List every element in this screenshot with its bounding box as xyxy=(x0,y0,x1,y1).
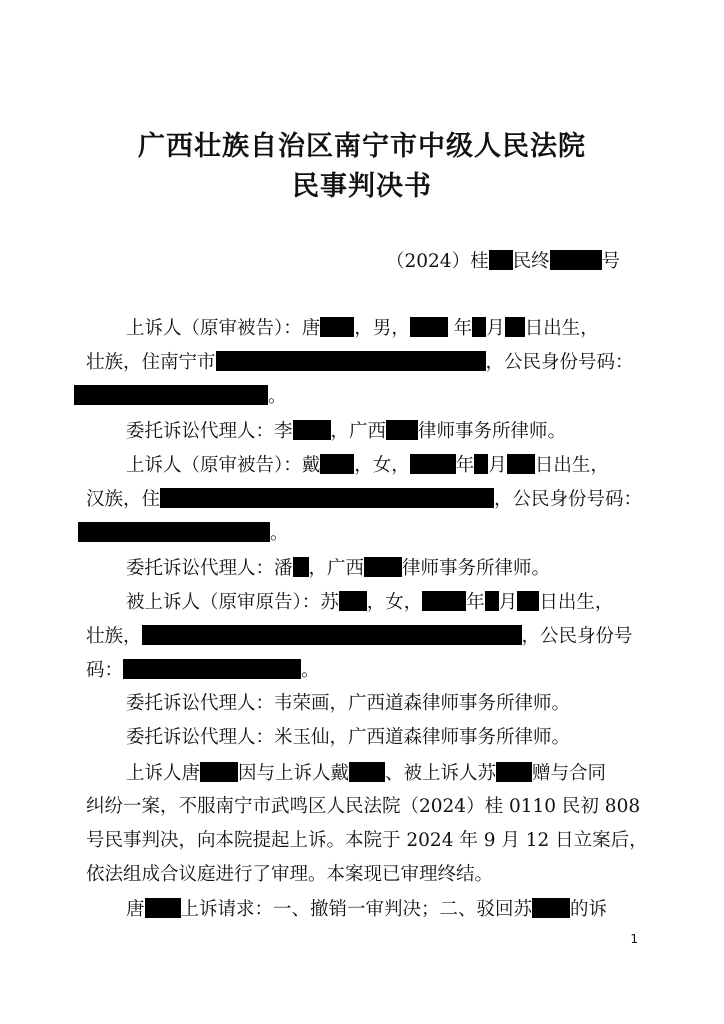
redaction-bar xyxy=(550,250,602,270)
redaction-bar xyxy=(472,317,486,337)
redaction-bar xyxy=(200,762,238,782)
redaction-bar xyxy=(293,420,331,440)
redaction-bar xyxy=(410,454,456,474)
redaction-bar xyxy=(74,385,268,405)
redaction-bar xyxy=(474,454,488,474)
redaction-bar xyxy=(349,762,385,782)
redaction-bar xyxy=(293,557,309,577)
appellee-line-1: 被上诉人（原审原告）：苏 ，女， 年 月 日出生， xyxy=(126,592,614,613)
case-number: （2024）桂 民终 号 xyxy=(386,251,621,272)
redaction-bar xyxy=(496,762,532,782)
page-number: 1 xyxy=(630,932,638,946)
case-intro-line-3: 号民事判决，向本院提起上诉。本院于 2024 年 9 月 12 日立案后， xyxy=(86,830,648,851)
redaction-bar xyxy=(489,250,513,270)
redaction-bar xyxy=(422,591,466,611)
redaction-bar xyxy=(320,454,354,474)
appellant-2-line-2: 汉族，住 ，公民身份号码： xyxy=(86,489,643,510)
appellant-1-line-3: 。 xyxy=(74,385,287,408)
appellant-1-line-2: 壮族，住南宁市 ，公民身份号码： xyxy=(86,352,634,373)
agent-4-line: 委托诉讼代理人：米玉仙，广西道森律师事务所律师。 xyxy=(126,727,571,748)
appeal-request-line-1: 唐 上诉请求：一、撤销一审判决；二、驳回苏 的诉 xyxy=(126,899,608,920)
redaction-bar xyxy=(507,454,535,474)
redaction-bar xyxy=(386,420,418,440)
redaction-bar xyxy=(364,557,402,577)
case-intro-line-1: 上诉人唐 因与上诉人戴 、被上诉人苏 赠与合同 xyxy=(126,763,607,784)
redaction-bar xyxy=(216,351,486,371)
agent-1-line: 委托诉讼代理人：李 ，广西 律师事务所律师。 xyxy=(126,421,567,442)
redaction-bar xyxy=(517,591,539,611)
redaction-bar xyxy=(78,522,270,542)
redaction-bar xyxy=(145,898,181,918)
redaction-bar xyxy=(339,591,367,611)
court-title: 广西壮族自治区南宁市中级人民法院 xyxy=(138,131,586,162)
case-intro-line-4: 依法组成合议庭进行了审理。本案现已审理终结。 xyxy=(86,864,494,885)
redaction-bar xyxy=(320,317,354,337)
agent-2-line: 委托诉讼代理人：潘 ，广西 律师事务所律师。 xyxy=(126,558,551,579)
redaction-bar xyxy=(485,591,499,611)
redaction-bar xyxy=(142,625,522,645)
agent-3-line: 委托诉讼代理人：韦荣画，广西道森律师事务所律师。 xyxy=(126,693,571,714)
redaction-bar xyxy=(505,317,525,337)
redaction-bar xyxy=(160,488,494,508)
redaction-bar xyxy=(123,659,301,679)
appellant-2-line-3: 。 xyxy=(78,522,289,545)
redaction-bar xyxy=(532,898,570,918)
appellee-line-3: 码： 。 xyxy=(86,660,320,681)
redaction-bar xyxy=(410,317,448,337)
appellant-2-line-1: 上诉人（原审被告）：戴 ，女， 年 月 日出生， xyxy=(126,455,609,476)
appellee-line-2: 壮族， ，公民身份号 xyxy=(86,626,633,647)
case-intro-line-2: 纠纷一案，不服南宁市武鸣区人民法院（2024）桂 0110 民初 808 xyxy=(86,796,641,817)
appellant-1-line-1: 上诉人（原审被告）：唐 ，男， 年 月 日出生， xyxy=(126,318,599,339)
document-type-title: 民事判决书 xyxy=(292,171,432,202)
